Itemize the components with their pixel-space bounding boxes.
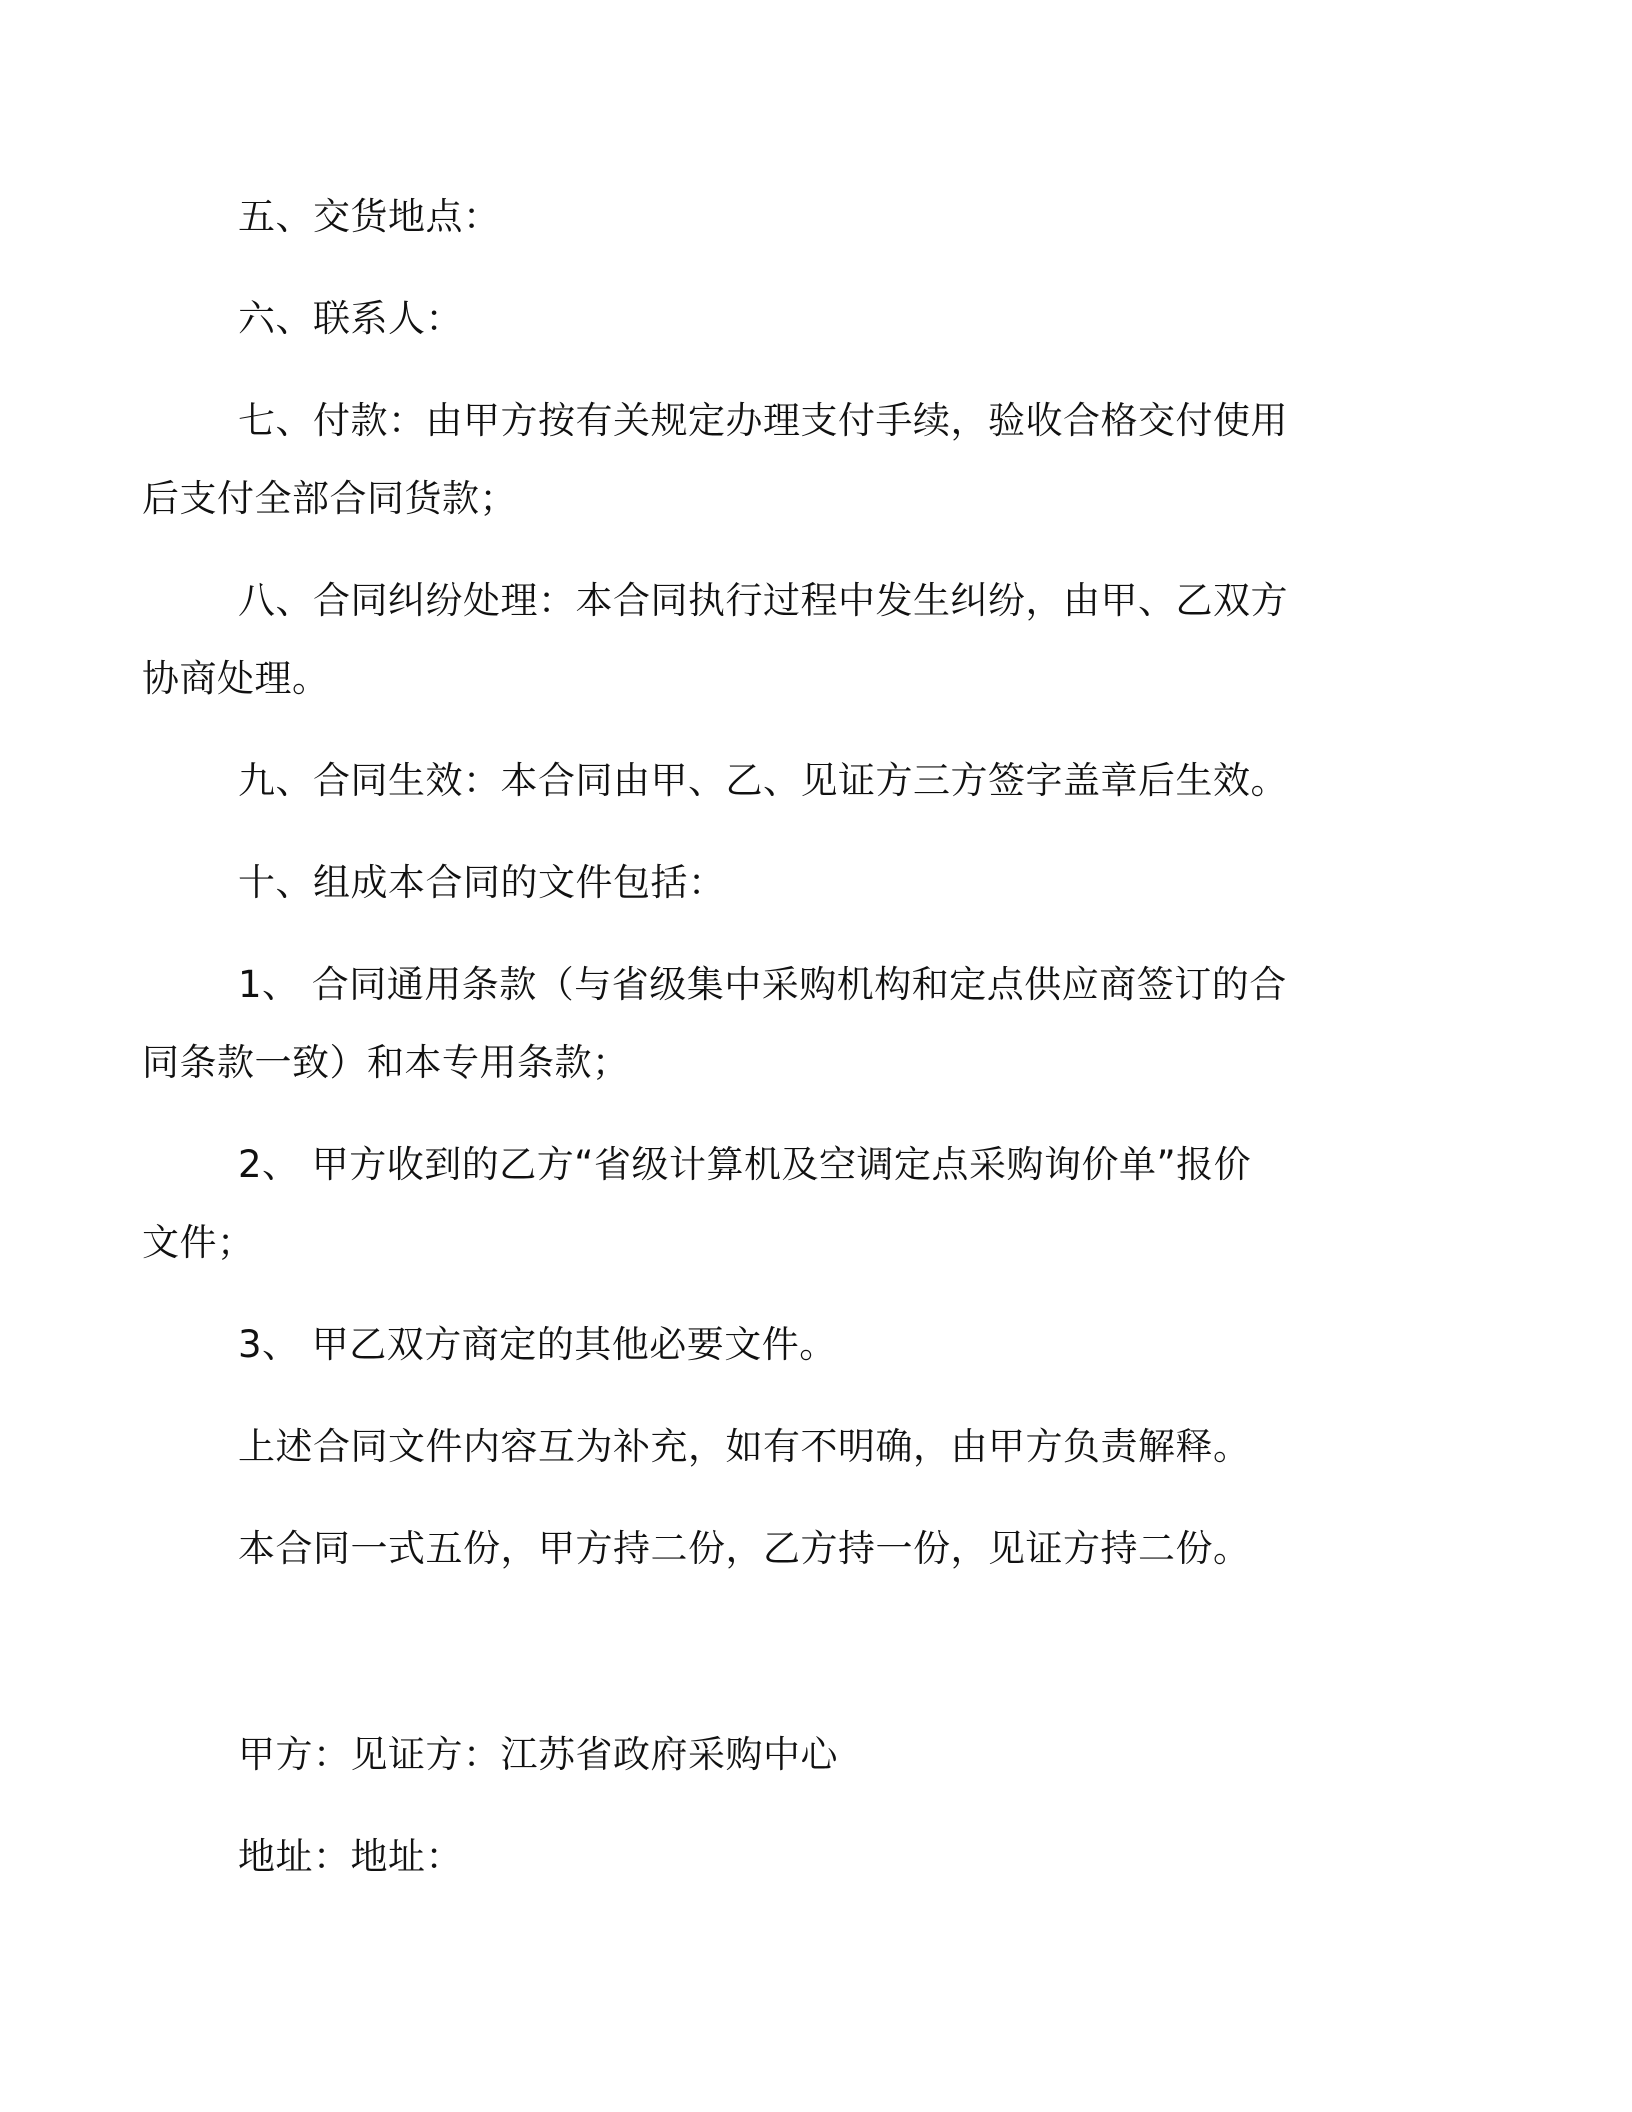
statement-text: 上述合同文件内容互为补充，如有不明确，由甲方负责解释。 xyxy=(238,1425,1251,1468)
statement-text: 本合同一式五份，甲方持二份，乙方持一份，见证方持二份。 xyxy=(238,1527,1251,1570)
signature-text: 地址：地址： xyxy=(238,1835,463,1878)
clause-delivery-location xyxy=(238,178,1378,256)
clause-dispute-resolution xyxy=(142,562,1378,718)
clause-text: 六、联系人： xyxy=(238,297,463,340)
signature-parties xyxy=(238,1716,1378,1794)
clause-contract-documents xyxy=(238,844,1378,922)
clause-contact-person xyxy=(238,280,1378,358)
list-item-text-line1: 1、 合同通用条款（与省级集中采购机构和定点供应商签订的合 xyxy=(238,963,1287,1006)
clause-text-line2: 后支付全部合同货款； xyxy=(142,477,517,520)
clause-text-line2: 协商处理。 xyxy=(142,657,330,700)
list-item-quotation xyxy=(142,1126,1378,1282)
clause-effectiveness xyxy=(238,742,1378,820)
list-item-text-line1: 2、 甲方收到的乙方“省级计算机及空调定点采购询价单”报价 xyxy=(238,1143,1252,1186)
list-item-text: 3、 甲乙双方商定的其他必要文件。 xyxy=(238,1323,837,1366)
clause-text: 九、合同生效：本合同由甲、乙、见证方三方签字盖章后生效。 xyxy=(238,759,1288,802)
clause-text-line1: 七、付款：由甲方按有关规定办理支付手续，验收合格交付使用 xyxy=(238,399,1288,442)
list-item-other-documents xyxy=(238,1306,1378,1384)
clause-text-line1: 八、合同纠纷处理：本合同执行过程中发生纠纷，由甲、乙双方 xyxy=(238,579,1288,622)
statement-copies xyxy=(238,1510,1378,1588)
clause-payment xyxy=(142,382,1378,538)
list-item-text-line2: 同条款一致）和本专用条款； xyxy=(142,1041,630,1084)
signature-text: 甲方：见证方：江苏省政府采购中心 xyxy=(238,1733,838,1776)
signature-address xyxy=(238,1818,1378,1896)
statement-interpretation xyxy=(238,1408,1378,1486)
list-item-text-line2: 文件； xyxy=(142,1221,255,1264)
clause-text: 十、组成本合同的文件包括： xyxy=(238,861,726,904)
clause-text: 五、交货地点： xyxy=(238,195,501,238)
list-item-general-terms xyxy=(142,946,1378,1102)
